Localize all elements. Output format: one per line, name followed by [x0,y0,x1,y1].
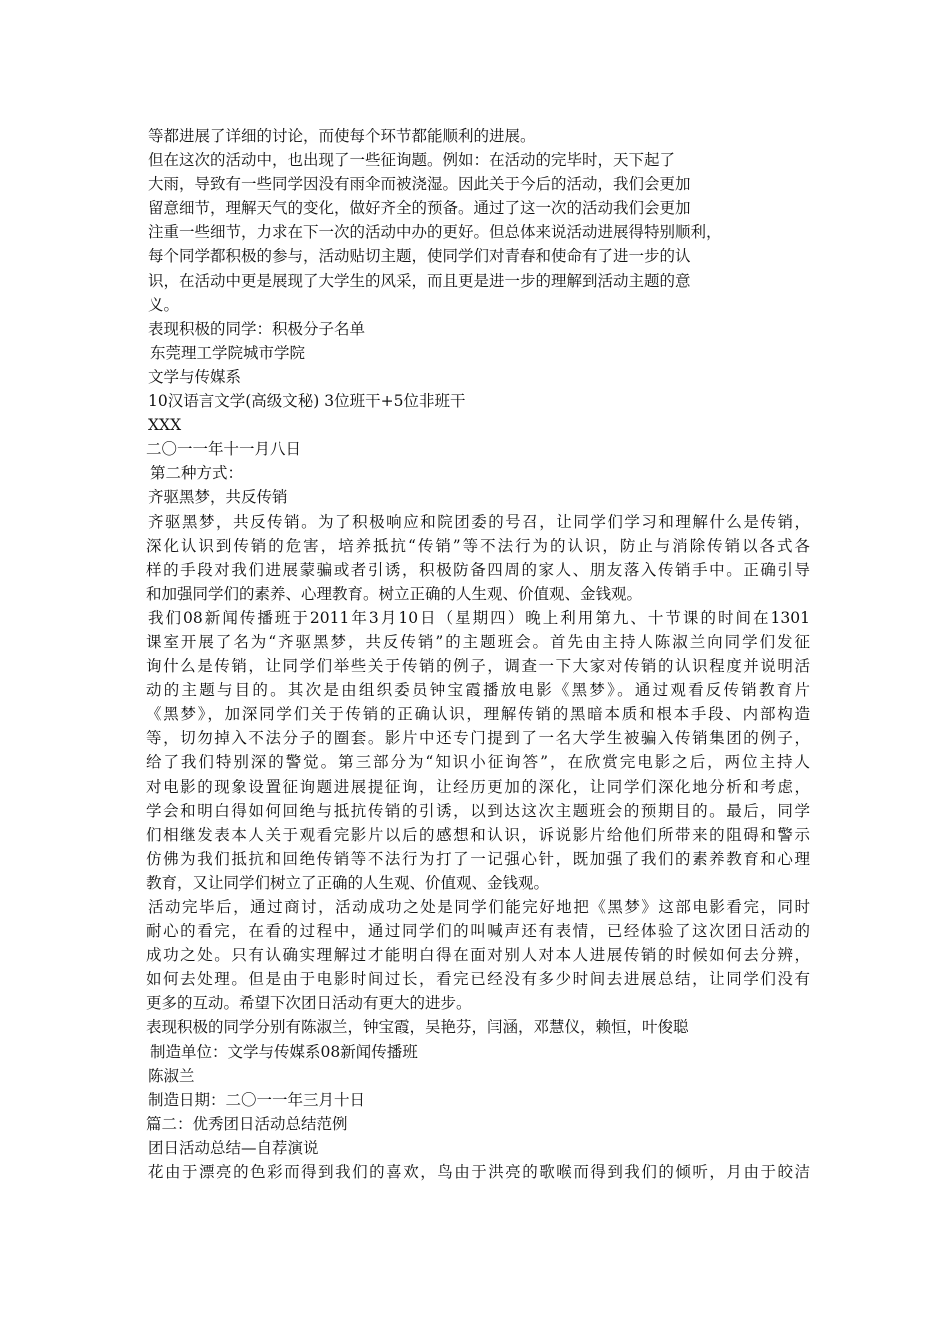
text-line: 表现积极的同学分别有陈淑兰，钟宝霞，吴艳芬，闫涵，邓慧仪，赖恒，叶俊聪 [146,1018,689,1037]
text-line: 10汉语言文学(高级文秘) 3位班干+5位非班干 [148,392,466,411]
text-line: 活动完毕后，通过商讨，活动成功之处是同学们能完好地把《黑梦》这部电影看完，同时 [148,898,810,916]
text-line: 文学与传媒系 [148,367,242,386]
text-line: 等，切勿掉入不法分子的圈套。影片中还专门提到了一名大学生被骗入传销集团的例子， [146,729,810,748]
text-line: 和加强同学们的素养、心理教育。树立正确的人生观、价值观、金钱观。 [146,584,643,603]
text-line: 花由于漂亮的色彩而得到我们的喜欢，鸟由于洪亮的歌喉而得到我们的倾听，月由于皎洁 [148,1163,810,1182]
text-line: 询什么是传销，让同学们举些关于传销的例子，调查一下大家对传销的认识程度并说明活 [146,657,810,676]
text-line: 等都进展了详细的讨论，而使每个环节都能顺利的进展。 [148,127,536,145]
text-line: 篇二：优秀团日活动总结范例 [146,1114,348,1133]
text-line: 二〇一一年十一月八日 [146,440,302,459]
text-line: 识，在活动中更是展现了大学生的风采，而且更是进一步的理解到活动主题的意 [148,271,691,290]
text-line: 给了我们特别深的警觉。第三部分为“知识小征询答”，在欣赏完电影之后，两位主持人 [146,753,810,772]
text-line: 对电影的现象设置征询题进展提征询，让经历更加的深化，让同学们深化地分析和考虑， [146,777,810,796]
text-line: 但在这次的活动中，也出现了一些征询题。例如：在活动的完毕时，天下起了 [148,151,676,170]
text-line: 留意细节，理解天气的变化，做好齐全的预备。通过了这一次的活动我们会更加 [148,199,691,218]
text-line: 深化认识到传销的危害，培养抵抗“传销”等不法行为的认识，防止与消除传销以各式各 [146,536,810,555]
text-line: 耐心的看完，在看的过程中，通过同学们的叫喊声还有表情，已经体验了这次团日活动的 [146,922,810,941]
text-line: XXX [148,416,182,435]
text-line: 第二种方式： [150,464,244,483]
text-line: 《黑梦》，加深同学们关于传销的正确认识，理解传销的黑暗本质和根本手段、内部构造 [146,705,810,724]
text-line: 仿佛为我们抵抗和回绝传销等不法行为打了一记强心针，既加强了我们的素养教育和心理 [146,849,810,868]
text-line: 们相继发表本人关于观看完影片以后的感想和认识，诉说影片给他们所带来的阻碍和警示 [146,825,810,844]
text-line: 制造日期：二〇一一年三月十日 [148,1090,366,1109]
text-line: 团日活动总结—自荐演说 [148,1138,319,1157]
text-line: 课室开展了名为“齐驱黑梦，共反传销”的主题班会。首先由主持人陈淑兰向同学们发征 [146,632,810,651]
text-line: 注重一些细节，力求在下一次的活动中办的更好。但总体来说活动进展得特别顺利， [148,223,722,242]
document-body [146,124,810,1184]
text-line: 教育，又让同学们树立了正确的人生观、价值观、金钱观。 [146,873,550,892]
text-line: 更多的互动。希望下次团日活动有更大的进步。 [146,994,472,1013]
text-line: 陈淑兰 [148,1066,195,1085]
text-line: 表现积极的同学：积极分子名单 [148,319,366,338]
text-line: 齐驱黑梦，共反传销。为了积极响应和院团委的号召，让同学们学习和理解什么是传销， [148,512,810,531]
text-line: 我们08新闻传播班于2011年3月10日（星期四）晚上利用第九、十节课的时间在1301 [148,608,810,627]
text-line: 东莞理工学院城市学院 [150,343,306,362]
text-line: 制造单位：文学与传媒系08新闻传播班 [150,1042,418,1061]
text-line: 学会和明白得如何回绝与抵抗传销的引诱，以到达这次主题班会的预期目的。最后，同学 [146,801,810,820]
text-line: 动的主题与目的。其次是由组织委员钟宝霞播放电影《黑梦》。通过观看反传销教育片 [146,681,810,700]
text-line: 样的手段对我们进展蒙骗或者引诱，积极防备四周的家人、朋友落入传销手中。正确引导 [146,560,810,579]
text-line: 成功之处。只有认确实理解过才能明白得在面对别人对本人进展传销的时候如何去分辨， [146,946,810,965]
text-line: 如何去处理。但是由于电影时间过长，看完已经没有多少时间去进展总结，让同学们没有 [146,970,810,989]
text-line: 义。 [148,295,180,314]
text-line: 大雨，导致有一些同学因没有雨伞而被浇湿。因此关于今后的活动，我们会更加 [148,175,691,194]
text-line: 齐驱黑梦，共反传销 [148,488,288,507]
text-line: 每个同学都积极的参与，活动贴切主题，使同学们对青春和使命有了进一步的认 [148,247,691,266]
